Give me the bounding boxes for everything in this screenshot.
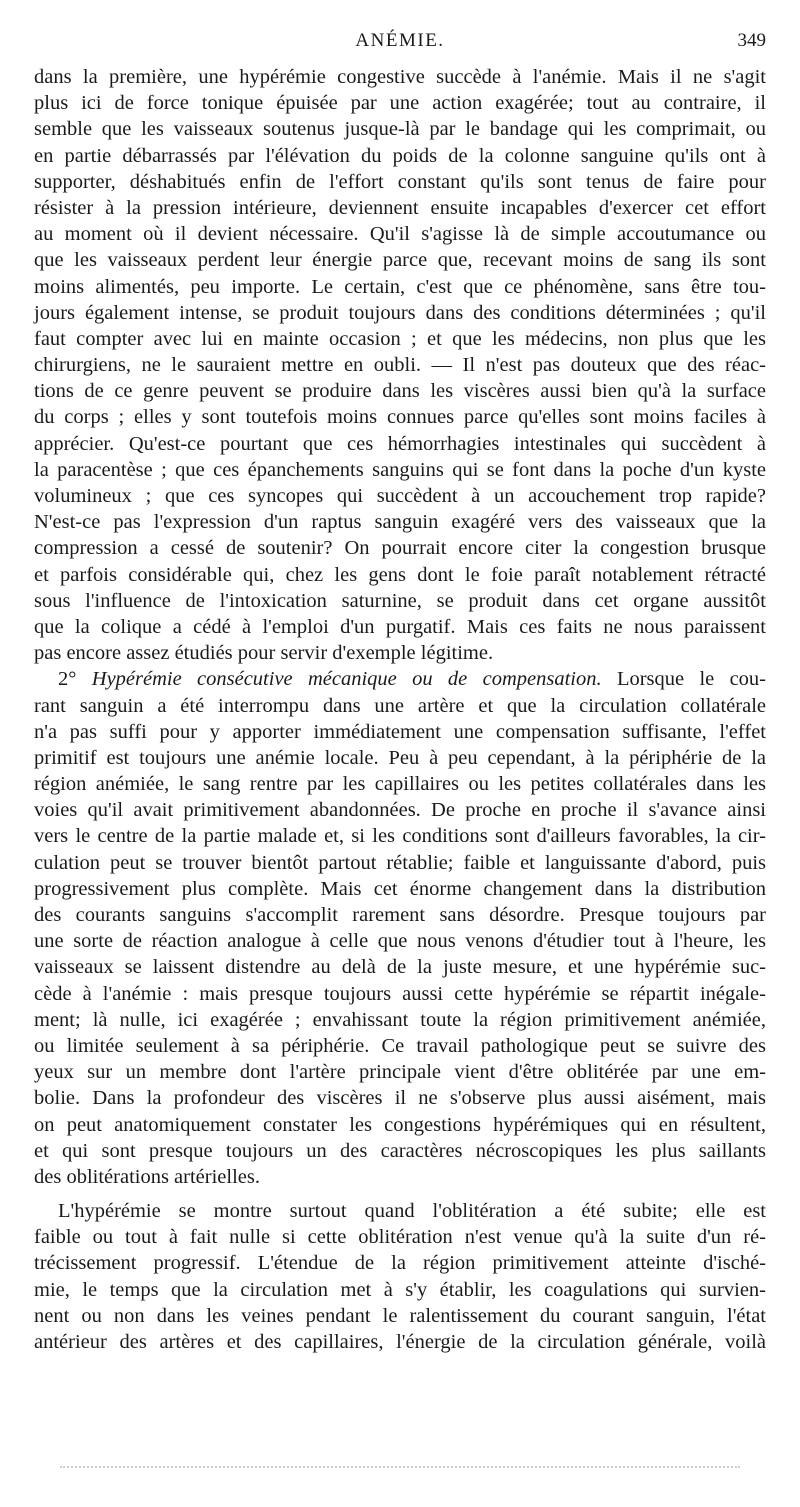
text-line: pas encore assez étudiés pour servir d'exemple légitime. [34, 642, 494, 665]
text-line: dans la première, une hypérémie congestive succède à l'anémie. Mais il ne s'agit [34, 66, 766, 88]
text-line [34, 666, 766, 692]
text-line: la paracentèse ; que ces épanchements sanguins qui se font dans la poche d'un kyste [34, 458, 766, 481]
text-line: nent ou non dans les veines pendant le ralentissement du courant sanguin, l'état [34, 1304, 766, 1327]
text-line: du corps ; elles y sont toutefois moins connues parce qu'elles sont moins faciles à [34, 406, 766, 429]
section-heading: Hypérémie consécutive mécanique ou de compensation. [91, 668, 602, 691]
paragraph-hyperemie-compensation [34, 666, 766, 1190]
text-line: chirurgiens, ne le sauraient mettre en oubli. — Il n'est pas douteux que des réac- [34, 354, 766, 377]
text-line: faut compter avec lui en mainte occasion ; et que les médecins, non plus que les [34, 327, 766, 350]
text-line: progressivement plus complète. Mais cet énorme changement dans la distribution [34, 877, 766, 900]
text-line: sous l'influence de l'intoxication saturnine, se produit dans cet organe aussitôt [34, 589, 766, 612]
paragraph-gap [34, 1190, 766, 1198]
paragraph-oblitération [34, 1198, 766, 1355]
text-line: n'a pas suffi pour y apporter immédiatement une compensation suffisante, l'effet [34, 720, 766, 743]
section-number: 2° [58, 668, 77, 691]
text-line: en partie débarrassés par l'élévation du poids de la colonne sanguine qu'ils ont à [34, 144, 766, 167]
text-line: L'hypérémie se montre surtout quand l'oblitération a été subite; elle est [58, 1200, 766, 1223]
text-line: des courants sanguins s'accomplit rarement sans désordre. Presque toujours par [34, 904, 766, 926]
text-line: supporter, déshabitués enfin de l'effort constant qu'ils sont tenus de faire pour [34, 170, 766, 193]
text-line: rant sanguin a été interrompu dans une artère et que la circulation collatérale [34, 694, 766, 717]
text-line: vers le centre de la partie malade et, si les conditions sont d'ailleurs favorables, la cir- [34, 825, 766, 848]
running-title: ANÉMIE. [355, 30, 445, 51]
text-line: au moment où il devient nécessaire. Qu'il s'agisse là de simple accoutumance ou [34, 223, 766, 246]
text-line: culation peut se trouver bientôt partout rétablie; faible et languissante d'abord, puis [34, 851, 766, 874]
text-line: bolie. Dans la profondeur des viscères il ne s'observe plus aussi aisément, mais [34, 1087, 766, 1110]
text-line-rest: Lorsque le cou- [616, 668, 766, 691]
text-line: apprécier. Qu'est-ce pourtant que ces hémorrhagies intestinales qui succèdent à [34, 432, 766, 455]
text-line: que la colique a cédé à l'emploi d'un purgatif. Mais ces faits ne nous paraissent [34, 615, 766, 638]
text-line: une sorte de réaction analogue à celle que nous venons d'étudier tout à l'heure, les [34, 930, 766, 953]
text-line: cède à l'anémie : mais presque toujours aussi cette hypérémie se répartit inégale- [34, 982, 766, 1005]
text-line: volumineux ; que ces syncopes qui succèdent à un accouchement trop rapide? [34, 485, 766, 507]
text-line: mie, le temps que la circulation met à s'y établir, les coagulations qui survien- [34, 1278, 766, 1301]
text-line: yeux sur un membre dont l'artère principale vient d'être oblitérée par une em- [34, 1061, 766, 1084]
text-line: jours également intense, se produit toujours dans des conditions déterminées ; qu'il [34, 301, 766, 324]
page-number: 349 [737, 30, 766, 51]
text-line: antérieur des artères et des capillaires, l'énergie de la circulation générale, voilà [34, 1331, 766, 1353]
text-line: plus ici de force tonique épuisée par une action exagérée; tout au contraire, il [34, 92, 766, 115]
text-line: vaisseaux se laissent distendre au delà de la juste mesure, et une hypérémie suc- [34, 956, 766, 979]
text-line: et qui sont presque toujours un des caractères nécroscopiques les plus saillants [34, 1139, 766, 1162]
text-line: N'est-ce pas l'expression d'un raptus sanguin exagéré vers des vaisseaux que la [34, 511, 766, 534]
text-line: voies qu'il avait primitivement abandonnées. De proche en proche il s'avance ainsi [34, 799, 766, 822]
text-line: résister à la pression intérieure, deviennent ensuite incapables d'exercer cet effort [34, 196, 766, 219]
text-line: région anémiée, le sang rentre par les capillaires ou les petites collatérales dans les [34, 773, 766, 796]
text-line: ou limitée seulement à sa périphérie. Ce travail pathologique peut se suivre des [34, 1034, 766, 1057]
paragraph-continuation [34, 64, 766, 666]
text-line: ment; là nulle, ici exagérée ; envahissant toute la région primitivement anémiée, [34, 1008, 766, 1031]
text-line: faible ou tout à fait nulle si cette oblitération n'est venue qu'à la suite d'un ré- [34, 1226, 766, 1249]
text-line: et parfois considérable qui, chez les gens dont le foie paraît notablement rétracté [34, 563, 766, 586]
text-line: moins alimentés, peu importe. Le certain, c'est que ce phénomène, sans être tou- [34, 275, 766, 298]
text-line: primitif est toujours une anémie locale. Peu à peu cependant, à la périphérie de la [34, 746, 766, 769]
text-line: tions de ce genre peuvent se produire dans les viscères aussi bien qu'à la surface [34, 380, 766, 403]
text-line: on peut anatomiquement constater les congestions hypérémiques qui en résultent, [34, 1113, 766, 1136]
bleed-through-noise [60, 1466, 740, 1470]
text-line: trécissement progressif. L'étendue de la région primitivement atteinte d'isché- [34, 1252, 766, 1275]
book-page [34, 30, 766, 1355]
text-line: que les vaisseaux perdent leur énergie parce que, recevant moins de sang ils sont [34, 249, 766, 272]
text-line: des oblitérations artérielles. [34, 1165, 260, 1188]
running-head [34, 30, 766, 64]
text-line: compression a cessé de soutenir? On pourrait encore citer la congestion brusque [34, 537, 766, 560]
text-line: semble que les vaisseaux soutenus jusque-là par le bandage qui les comprimait, ou [34, 118, 766, 141]
